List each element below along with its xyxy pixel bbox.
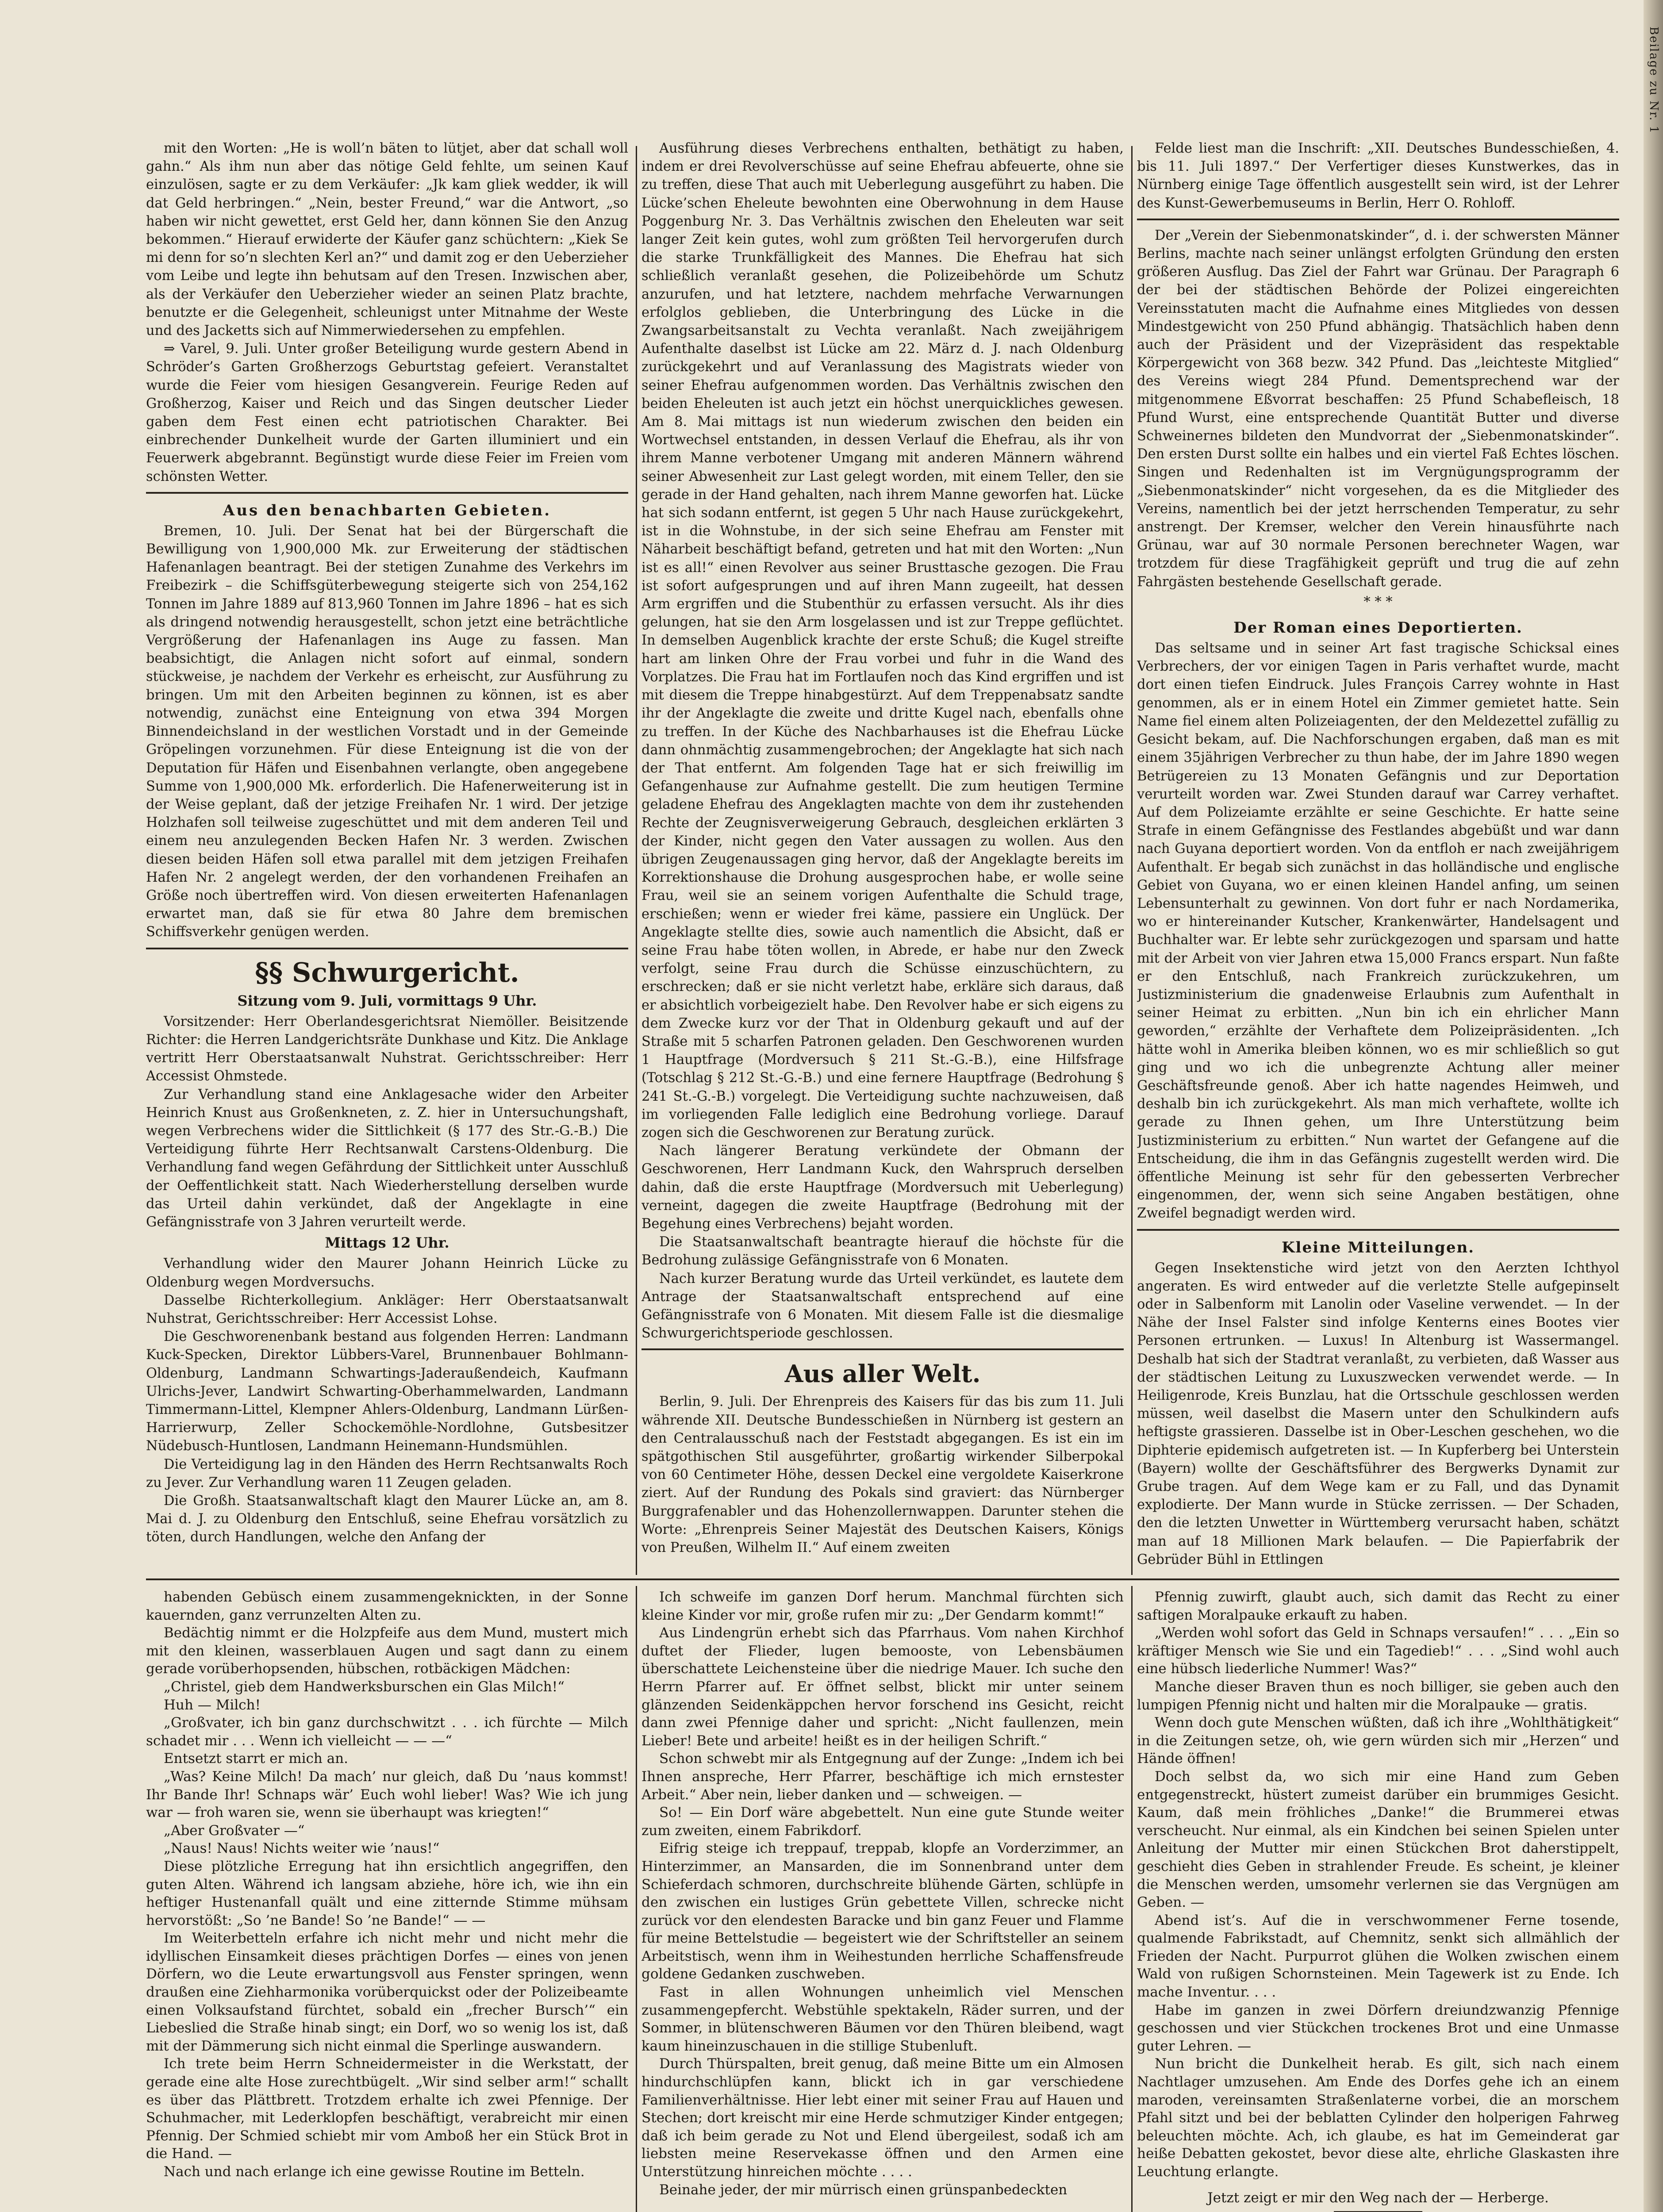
paragraph: Das seltsame und in seiner Art fast tragische Schicksal eines Verbrechers, der vor einigen Tagen in Paris verhaftet wurde, macht dort einen tiefen Eindruck. Jules François Carrey wohnte in Hast genommen, als er in einem Hotel ein Zimmer gemietet hatte. Sein Name fiel einem alten Polizeiagenten, der den Meldezettel zufällig zu Gesicht bekam, auf. Die Nachforschungen ergaben, daß man es mit einem 35jährigen Verbrecher zu thun habe, der im Jahre 1890 wegen Betrügereien zu 13 Monaten Gefängnis und zur Deportation verurteilt worden war. Zwei Stunden darauf war Carrey verhaftet. Auf dem Polizeiamte erzählte er seine Geschichte. Er hatte seine Strafe in einem Gefängnisse des Festlandes abgebüßt und war dann nach Guyana deportiert worden. Von da entfloh er nach zweijährigem Aufenthalt. Er begab sich zunächst in das holländische und englische Gebiet von Guyana, wo er einen kleinen Handel anfing, um seinen Lebensunterhalt zu gewinnen. Von dort fuhr er nach Nordamerika, wo er hintereinander Kutscher, Krankenwärter, Handelsagent und Buchhalter war. Er lebte sehr zurückgezogen und sparsam und hatte mit der Arbeit von vier Jahren etwa 15,000 Francs erspart. Nun faßte er den Entschluß, nach Frankreich zurückzukehren, um Justizministerium die gnadenweise Erlaubnis zum Aufenthalt in seiner Heimat zu erbitten. „Nun bin ich ein ehrlicher Mann geworden,“ erzählte der Verhaftete dem Polizeipräsidenten. „Ich hätte wohl in Amerika bleiben können, wo es mir schließlich so gut ging und wo ich die unbegrenzte Achtung aller meiner Geschäftsfreunde genoß. Aber ich hatte nagendes Heimweh, und deshalb bin ich zurückgekehrt. Als man mich verhaftete, wollte ich gerade zu Ihnen gehen, um Ihre Unterstützung beim Justizministerium zu erbitten.“ Nun wartet der Gefangene auf die Entscheidung, die ihm in das Gefängnis zugestellt werden wird. Die öffentliche Meinung ist sehr für den gebesserten Verbrecher eingenommen, der, wenn sich seine Angaben bestätigen, ohne Zweifel begnadigt werden wird. [1137, 641, 1619, 1221]
paragraph: habenden Gebüsch einem zusammengeknickten, in der Sonne kauernden, ganz verrunzelten Alten zu. [146, 1589, 628, 1623]
divider [641, 1348, 1124, 1350]
paragraph: Der „Verein der Siebenmonatskinder“, d. i. der schwersten Männer Berlins, machte nach seiner unlängst erfolgten Gründung den ersten größeren Ausflug. Das Ziel der Fahrt war Grünau. Der Paragraph 6 der bei der städtischen Behörde der Polizei eingereichten Vereinsstatuten macht die Aufnahme eines Mitgliedes von dessen Mindestgewicht von 250 Pfund abhängig. Thatsächlich haben denn auch der Präsident und der Vizepräsident das respektable Körpergewicht von 368 bezw. 342 Pfund. Das „leichteste Mitglied“ des Vereins wiegt 284 Pfund. Dementsprechend war der mitgenommene Eßvorrat beschaffen: 25 Pfund Schabefleisch, 18 Pfund Wurst, eine entsprechende Quantität Butter und diverse Schweinernes bildeten den Mundvorrat der „Siebenmonatskinder“. Den ersten Durst sollte ein halbes und ein viertel Faß Echtes löschen. Singen und Redenhalten ist im Vergnügungsprogramm der „Siebenmonatskinder“ nicht vorgesehen, da es die Mitglieder des Vereins, namentlich bei der jetzt herrschenden Temperatur, zu sehr anstrengt. Der Kremser, welcher den Verein hinausführte nach Grünau, war auf 30 normale Personen berechneter Wagen, war trotzdem für diese Tragfähigkeit geprüft und trug die auf zehn Fahrgästen bestehende Gesellschaft gerade. [1137, 227, 1619, 590]
paragraph: Zur Verhandlung stand eine Anklagesache wider den Arbeiter Heinrich Knust aus Großenkneten, z. Z. hier in Untersuchungshaft, wegen Verbrechens wider die Sittlichkeit (§ 177 des Str.-G.-B.) Die Verteidigung führte Herr Rechtsanwalt Carstens-Oldenburg. Die Verhandlung fand wegen Gefährdung der Sittlichkeit unter Ausschluß der Oeffentlichkeit statt. Nach Wiederherstellung derselben wurde das Urteil dahin verkündet, daß der Angeklagte in eine Gefängnisstrafe von 3 Jahren verurteilt werde. [146, 1087, 628, 1230]
paragraph: Eifrig steige ich treppauf, treppab, klopfe an Vorderzimmer, an Hinterzimmer, an Mansarden, die im Sonnenbrand unter dem Schieferdach schmoren, durchschreite blühende Gärten, schlüpfe in den zwischen ein lustiges Grün gebettete Villen, schrecke nicht zurück vor den elendesten Baracke und bin ganz Feuer und Flamme für meine Bettelstudie — begeistert wie der Schriftsteller an seinem Arbeitstisch, wenn ihm in Weihestunden herrliche Schaffensfreude goldene Gedanken zuschweben. [641, 1840, 1124, 1982]
paragraph: Die Geschworenenbank bestand aus folgenden Herren: Landmann Kuck-Specken, Direktor Lübbers-Varel, Brunnenbauer Bohlmann-Oldenburg, Landmann Schwartings-Jaderaußendeich, Kaufmann Ulrichs-Jever, Landwirt Schwarting-Oberhammelwarden, Landmann Timmermann-Littel, Klempner Ahlers-Oldenburg, Landmann Lürßen-Harrierwurp, Zeller Schockemöhle-Nordlohne, Gutsbesitzer Nüdebusch-Huntlosen, Landmann Heinemann-Hundsmühlen. [146, 1329, 628, 1454]
paragraph: Beinahe jeder, der mir mürrisch einen grünspanbedeckten [659, 2181, 1068, 2198]
paragraph: Felde liest man die Inschrift: „XII. Deutsches Bundesschießen, 4. bis 11. Juli 1897.“ Der Verfertiger dieses Kunstwerkes, das in Nürnberg einige Tage öffentlich ausgestellt sein wird, ist der Lehrer des Kunst-Gewerbemuseums in Berlin, Herr O. Rohloff. [1137, 141, 1619, 211]
column-rule [1131, 146, 1133, 1575]
paragraph: Huh — Milch! [164, 1697, 261, 1713]
section-heading: Kleine Mitteilungen. [1281, 1238, 1475, 1256]
column-rule [1131, 1586, 1133, 2212]
subheading: Sitzung vom 9. Juli, vormittags 9 Uhr. [237, 992, 537, 1009]
paragraph: Nun bricht die Dunkelheit herab. Es gilt, sich nach einem Nachtlager umzusehen. Am Ende des Dorfes gehe ich an einem maroden, vereinsamten Straßenlaterne vorbei, die an morschem Pfahl sitzt und bei der beblatten Cylinder den holperigen Fahrweg beleuchten möchte. Ach, ich glaube, es hat im Gemeinderat gar heiße Debatten gekostet, bevor diese alte, ehrliche Glaskasten ihre Leuchtung erlangte. [1137, 2056, 1619, 2180]
divider [1137, 1229, 1619, 1231]
paragraph: mit den Worten: „He is woll’n bäten to lütjet, aber dat schall woll gahn.“ Als ihm nun aber das nötige Geld fehlte, um seinen Kauf einzulösen, sagte er zu dem Verkäufer: „Jk kam gliek wedder, ik will dat Geld herbringen.“ „Nein, bester Freund,“ war die Antwort, „so haben wir nicht gewettet, erst Geld her, dann können Sie den Anzug bekommen.“ Hierauf erwiderte der Käufer ganz schüchtern: „Kiek Se mi denn for so’n slechten Kerl an?“ und damit zog er den Ueberzieher vom Leibe und legte ihn behutsam auf den Tresen. Inzwischen aber, als der Verkäufer den Ueberzieher wieder an seinen Platz brachte, benutzte er die Gelegenheit, schleunigst unter Mitnahme der Weste und des Jacketts sich auf Nimmerwiedersehen zu empfehlen. [146, 141, 628, 339]
paragraph: Dasselbe Richterkollegium. Ankläger: Herr Oberstaatsanwalt Nuhstrat, Gerichtsschreiber: Herr Accessist Lohse. [146, 1292, 628, 1326]
paragraph: „Was? Keine Milch! Da mach’ nur gleich, daß Du ’naus kommst! Ihr Bande Ihr! Schnaps wär’ Euch wohl lieber! Was? Wie ich jung war — froh waren sie, wenn sie überhaupt was kriegten!“ [146, 1768, 628, 1821]
section-heading: Der Roman eines Deportierten. [1233, 619, 1523, 637]
column-1 [146, 139, 628, 1547]
paragraph: Ausführung dieses Verbrechens enthalten, bethätigt zu haben, indem er drei Revolverschüsse auf seine Ehefrau abfeuerte, ohne sie zu treffen, diese That auch mit Ueberlegung ausgeführt zu haben. Die Lücke’schen Eheleute bewohnten eine Oberwohnung in dem Hause Poggenburg Nr. 3. Das Verhältnis zwischen den Eheleuten war seit langer Zeit kein gutes, wohl zum größten Teil hervorgerufen durch die starke Trunkfälligkeit des Mannes. Die Ehefrau hat sich schließlich veranlaßt gesehen, die Polizeibehörde um Schutz anzurufen, und hat letztere, nachdem mehrfache Verwarnungen erfolglos geblieben, die Unterbringung des Lücke in die Zwangsarbeitsanstalt zu Vechta veranlaßt. Nach zweijährigem Aufenthalte daselbst ist Lücke am 22. März d. J. nach Oldenburg zurückgekehrt und auf Veranlassung des Magistrats wieder von seiner Ehefrau aufgenommen worden. Das Verhältnis zwischen den beiden Eheleuten ist auch jetzt ein höchst unerquickliches gewesen. Am 8. Mai mittags ist nun wiederum zwischen den beiden ein Wortwechsel entstanden, in dessen Verlauf die Ehefrau, als ihr von ihrem Manne verbotener Umgang mit anderen Männern während seiner Abwesenheit zur Last gelegt worden, mit einem Teller, den sie gerade in der Hand gehalten, nach ihrem Manne geworfen hat. Lücke hat sich sodann entfernt, ist gegen 5 Uhr nach Hause zurückgekehrt, ist in die Wohnstube, in der sich seine Ehefrau am Fenster mit Näharbeit beschäftigt befand, getreten und hat mit den Worten: „Nun ist es all!“ einen Revolver aus seiner Brusttasche gezogen. Die Frau ist sofort aufgesprungen und auf ihren Mann zugeeilt, hat dessen Arm ergriffen und die Stubenthür zu erfassen versucht. Als ihr dies gelungen, hat sie den Arm losgelassen und ist zur Treppe geflüchtet. In demselben Augenblick krachte der erste Schuß; die Kugel streifte hart am linken Ohre der Frau vorbei und fuhr in die Wand des Vorplatzes. Die Frau hat im Fortlaufen noch das Kind ergriffen und ist mit diesem die Treppe hinabgestürzt. Auf dem Treppenabsatz sandte ihr der Angeklagte die zweite und dritte Kugel nach, ebenfalls ohne zu treffen. In der Küche des Nachbarhauses ist die Ehefrau Lücke dann ohnmächtig zusammengebrochen; der Angeklagte hat sich nach der That entfernt. Am folgenden Tage hat er sich freiwillig im Gefangenhause zur Aufnahme gestellt. Die zum heutigen Termine geladene Ehefrau des Angeklagten machte von dem ihr zustehenden Rechte der Zeugnisverweigerung Gebrauch, desgleichen erklärten 3 der Kinder, nicht gegen den Vater aussagen zu wollen. Aus den übrigen Zeugenaussagen ging hervor, daß der Angeklagte bereits im Korrektionshause die Drohung ausgesprochen habe, er wolle seine Frau, weil sie an seinem vorigen Aufenthalte die Schuld trage, erschießen; wenn er wieder frei käme, passiere ein Unglück. Der Angeklagte stellte dies, sowie auch namentlich die Absicht, daß er seine Frau habe töten wollen, in Abrede, er habe nur den Zweck verfolgt, seine Frau durch die Schüsse einzuschüchtern, zu erschrecken; daß er sie nicht verletzt habe, erkläre sich daraus, daß er absichtlich vorbeigezielt habe. Den Revolver habe er sich eigens zu dem Zwecke kurz vor der That in Oldenburg gekauft und auf der Straße mit 5 scharfen Patronen geladen. Den Geschworenen wurden 1 Hauptfrage (Mordversuch § 211 St.-G.-B.), eine Hilfsfrage (Totschlag § 212 St.-G.-B.) und eine fernere Hauptfrage (Bedrohung § 241 St.-G.-B.) vorgelegt. Die Verteidigung suchte nachzuweisen, daß im vorliegenden Falle lediglich eine Bedrohung vorliege. Darauf zogen sich die Geschworenen zur Beratung zurück. [641, 141, 1124, 1141]
paragraph: „Naus! Naus! Nichts weiter wie ’naus!“ [164, 1840, 440, 1857]
paragraph: „Aber Großvater —“ [164, 1822, 305, 1839]
section-heading: Aus den benachbarten Gebieten. [223, 501, 552, 519]
feuilleton-column-1 [146, 1588, 628, 2212]
paragraph: Manche dieser Braven thun es noch billiger, sie geben auch den lumpigen Pfennig nicht und halten mir die Moralpauke — gratis. [1137, 1678, 1619, 1713]
paragraph: ⇒ Varel, 9. Juli. Unter großer Beteiligung wurde gestern Abend in Schröder’s Garten Großherzogs Geburtstag gefeiert. Veranstaltet wurde die Feier vom hiesigen Gesangverein. Feurige Reden auf Großherzog, Kaiser und Reich und das Singen deutscher Lieder gaben dem Fest einen echt patriotischen Charakter. Bei einbrechender Dunkelheit wurde der Garten illuminiert und ein Feuerwerk abgebrannt. Begünstigt wurde diese Feier im Freien vom schönsten Wetter. [146, 341, 628, 484]
paragraph: Nach und nach erlange ich eine gewisse Routine im Betteln. [164, 2164, 585, 2180]
edge-text: Beilage zu Nr. 1 [1647, 27, 1660, 134]
paragraph: Im Weiterbetteln erfahre ich nicht mehr und nicht mehr die idyllischen Einsamkeit dieses prächtigen Dorfes — eines von jenen Dörfern, wo die Leute erwartungsvoll aus Fenster springen, wenn draußen eine Ziehharmonika vorüberquickst oder der Polizeibeamte einen Volksaufstand fürchtet, sobald ein „frecher Bursch’“ ein Liebeslied die Straße hinab singt; ein Dorf, wo so wenig los ist, daß mit der Dämmerung sich nicht einmal die Sperlinge auswandern. [146, 1930, 628, 2054]
paragraph: Doch selbst da, wo sich mir eine Hand zum Geben entgegenstreckt, hüstert zumeist darüber ein brummiges Gesicht. Kaum, daß mein fröhliches „Danke!“ die Brummerei etwas verscheucht. Nur einmal, als ein Kindchen bei seinen Spielen unter Anleitung der Mutter mir einen Stückchen Brot daherstippelt, geschieht dies Geben in strahlender Freude. Es scheint, je kleiner die Menschen werden, umsomehr verlernen sie das Vergnügen am Geben. — [1137, 1768, 1619, 1911]
paragraph: Pfennig zuwirft, glaubt auch, sich damit das Recht zu einer saftigen Moralpauke erkauft zu haben. [1137, 1589, 1619, 1623]
paragraph: Berlin, 9. Juli. Der Ehrenpreis des Kaisers für das bis zum 11. Juli währende XII. Deutsche Bundesschießen in Nürnberg ist gestern an den Centralausschuß nach der Feststadt abgegangen. Es ist ein im spätgothischen Stil ausgeführter, großartig wirkender Silberpokal von 60 Centimeter Höhe, dessen Deckel eine vergoldete Kaiserkrone ziert. Auf der Rundung des Pokals sind graviert: das Nürnberger Burggrafenabler und das Hohenzollernwappen. Darunter stehen die Worte: „Ehrenpreis Seiner Majestät des Deutschen Kaisers, Königs von Preußen, Wilhelm II.“ Auf einem zweiten [641, 1394, 1124, 1556]
paragraph: Ich trete beim Herrn Schneidermeister in die Werkstatt, der gerade eine alte Hose zurechtbügelt. „Wir sind selber arm!“ schallt es über das Plättbrett. Trotzdem erhalte ich zwei Pfennige. Der Schuhmacher, mit Lederklopfen beschäftigt, verabreicht mir einen Pfennig. Der Schmied schiebt mir vom Amboß her ein Stück Brot in die Hand. — [146, 2056, 628, 2162]
page-binding-edge [1644, 0, 1663, 2212]
feuilleton-column-3 [1137, 1588, 1619, 2212]
paragraph: Jetzt zeigt er mir den Weg nach der — Herberge. [1207, 2189, 1549, 2206]
paragraph: Nach kurzer Beratung wurde das Urteil verkündet, es lautete dem Antrage der Staatsanwaltschaft entsprechend auf eine Gefängnisstrafe von 6 Monaten. Mit diesem Falle ist die diesmalige Schwurgerichtsperiode geschlossen. [641, 1271, 1124, 1341]
section-heading: §§ Schwurgericht. [255, 957, 519, 988]
paragraph: Verhandlung wider den Maurer Johann Heinrich Lücke zu Oldenburg wegen Mordversuchs. [146, 1256, 628, 1290]
paragraph: Wenn doch gute Menschen wüßten, daß ich ihre „Wohlthätigkeit“ in die Zeitungen setze, oh, wie gern würden sich mir „Herzen“ und Hände öffnen! [1137, 1715, 1619, 1767]
paragraph: Entsetzt starrt er mich an. [164, 1751, 349, 1767]
paragraph: Die Großh. Staatsanwaltschaft klagt den Maurer Lücke an, am 8. Mai d. J. zu Oldenburg den Entschluß, seine Ehefrau vorsätzlich zu töten, durch Handlungen, welche den Anfang der [146, 1493, 628, 1545]
paragraph: Bedächtig nimmt er die Holzpfeife aus dem Mund, mustert mich mit den kleinen, wasserblauen Augen und sagt dann zu einem gerade vorüberhopsenden, hübschen, rotbäckigen Mädchen: [146, 1625, 628, 1677]
paragraph: Abend ist’s. Auf die in verschwommener Ferne tosende, qualmende Fabrikstadt, auf Chemnitz, senkt sich allmählich der Frieden der Nacht. Purpurrot glühen die Wolken zwischen einem Wald von rußigen Schornsteinen. Mein Tagewerk ist zu Ende. Ich mache Inventur. . . . [1137, 1912, 1619, 2001]
paragraph: Nach längerer Beratung verkündete der Obmann der Geschworenen, Herr Landmann Kuck, den Wahrspruch derselben dahin, daß die erste Hauptfrage (Mordversuch mit Ueberlegung) verneint, dagegen die zweite Hauptfrage (Bedrohung mit der Begehung eines Verbrechens) bejaht worden. [641, 1143, 1124, 1232]
section-heading: Aus aller Welt. [784, 1359, 981, 1388]
paragraph: Bremen, 10. Juli. Der Senat hat bei der Bürgerschaft die Bewilligung von 1,900,000 Mk. zur Erweiterung der städtischen Hafenanlagen beantragt. Bei der stetigen Zunahme des Verkehrs im Freibezirk – die Schiffsgüterbewegung steigerte sich von 254,162 Tonnen im Jahre 1889 auf 813,960 Tonnen im Jahre 1896 – hat es sich als dringend notwendig herausgestellt, schon jetzt eine beträchtliche Vergrößerung der Hafenanlagen ins Auge zu fassen. Man beabsichtigt, die Anlagen nicht sofort auf einmal, sondern stückweise, je nachdem der Verkehr es erheischt, zur Ausführung zu bringen. Um mit den Arbeiten beginnen zu können, ist es aber notwendig, zunächst eine Enteignung von etwa 394 Morgen Binnendeichsland in der westlichen Vorstadt und in der Gemeinde Gröpelingen vorzunehmen. Für diese Enteignung ist die von der Deputation für Häfen und Eisenbahnen verlangte, oben angegebene Summe von 1,900,000 Mk. erforderlich. Die Hafenerweiterung ist in der Weise geplant, daß der jetzige Freihafen Nr. 1 wird. Der jetzige Holzhafen soll teilweise zugeschüttet und mit dem anderen Teil und einem neu anzulegenden Becken Hafen Nr. 3 werden. Zwischen diesen beiden Häfen soll etwa parallel mit dem jetzigen Freihafen Hafen Nr. 2 angelegt werden, der den vorhandenen Freihafen an Größe noch übertreffen wird. Von diesen erweiterten Hafenanlagen erwartet man, daß sie für etwa 80 Jahre dem bremischen Schiffsverkehr genügen werden. [146, 523, 628, 940]
feuilleton-column-2 [641, 1588, 1124, 2212]
paragraph: Gegen Insektenstiche wird jetzt von den Aerzten Ichthyol angeraten. Es wird entweder auf die verletzte Stelle aufgepinselt oder in Salbenform mit Lanolin oder Vaseline verwendet. — In der Nähe der Insel Falster sind infolge Kenterns eines Bootes vier Personen ertrunken. — Luxus! In Altenburg ist Wassermangel. Deshalb hat sich der Stadtrat veranlaßt, zu verbieten, daß Wasser aus der städtischen Leitung zu Luxuszwecken verwendet werde. — In Heiligenrode, Kreis Bunzlau, hat die Ortsschule geschlossen werden müssen, weil daselbst die Masern unter den Schulkindern aufs heftigste grassieren. Dasselbe ist in Ober-Leschen geschehen, wo die Diphterie epidemisch aufgetreten ist. — In Kupferberg bei Unterstein (Bayern) wollte der Geschäftsführer des Bergwerks Dynamit zur Grube tragen. Auf dem Wege kam er zu Fall, und das Dynamit explodierte. Der Mann wurde in Stücke zerrissen. — Der Schaden, den die letzten Unwetter in Württemberg verursacht haben, schätzt man auf 18 Millionen Mark belaufen. — Die Papierfabrik der Gebrüder Bühl in Ettlingen [1137, 1260, 1619, 1567]
paragraph: Schon schwebt mir als Entgegnung auf der Zunge: „Indem ich bei Ihnen anspreche, Herr Pfarrer, beschäftige ich mich ernstester Arbeit.“ Aber nein, lieber danken und — schweigen. — [641, 1751, 1124, 1803]
paragraph: „Großvater, ich bin ganz durchschwitzt . . . ich fürchte — Milch schadet mir . . . Wenn ich vielleicht — — —“ [146, 1715, 628, 1749]
paragraph: Die Verteidigung lag in den Händen des Herrn Rechtsanwalts Roch zu Jever. Zur Verhandlung waren 11 Zeugen geladen. [146, 1456, 628, 1490]
paragraph: Vorsitzender: Herr Oberlandesgerichtsrat Niemöller. Beisitzende Richter: die Herren Landgerichtsräte Dunkhase und Kitz. Die Anklage vertritt Herr Oberstaatsanwalt Nuhstrat. Gerichtsschreiber: Herr Accessist Ohmstede. [146, 1014, 628, 1084]
paragraph: Fast in allen Wohnungen unheimlich viel Menschen zusammengepfercht. Webstühle spektakeln, Räder surren, und der Sommer, in blütenschweren Bäumen vor den Thüren bleibend, wagt kaum hineinzuschauen in die stillige Stubenluft. [641, 1984, 1124, 2054]
feuilleton-rule [146, 1578, 1619, 1580]
column-2 [641, 139, 1124, 1557]
paragraph: „Werden wohl sofort das Geld in Schnaps versaufen!“ . . . „Ein so kräftiger Mensch wie Sie und ein Tagedieb!“ . . . „Sind wohl auch eine hübsch liederliche Nummer! Was?“ [1137, 1625, 1619, 1677]
paragraph: Diese plötzliche Erregung hat ihn ersichtlich angegriffen, den guten Alten. Während ich langsam abziehe, höre ich, wie ihn ein heftiger Hustenanfall quält und eine zitternde Stimme mühsam hervorstößt: „So ’ne Bande! So ’ne Bande!“ — — [146, 1858, 628, 1928]
paragraph: Aus Lindengrün erhebt sich das Pfarrhaus. Vom nahen Kirchhof duftet der Flieder, lugen bemooste, von Lebensbäumen überschattete Leichensteine über die niedrige Mauer. Ich suche den Herrn Pfarrer auf. Er öffnet selbst, blickt mir unter seinem glänzenden Seidenkäppchen hervor forschend ins Gesicht, reicht dann zwei Pfennige daher und spricht: „Nicht faullenzen, mein Lieber! Bete und arbeite! heißt es in der heiligen Schrift.“ [641, 1625, 1124, 1749]
subheading: Mittags 12 Uhr. [325, 1234, 449, 1252]
column-3 [1137, 139, 1619, 1569]
divider [146, 948, 628, 949]
divider [146, 492, 628, 494]
separator-stars: * * * [1363, 594, 1393, 610]
column-rule [636, 1586, 637, 2212]
paragraph: Die Staatsanwaltschaft beantragte hierauf die höchste für die Bedrohung zulässige Gefängnisstrafe von 6 Monaten. [641, 1234, 1124, 1268]
paragraph: Durch Thürspalten, breit genug, daß meine Bitte um ein Almosen hindurchschlüpfen kann, blickt ich in gar verschiedene Familienverhältnisse. Hier lebt einer mit seiner Frau auf Hauen und Stechen; dort kreischt mir eine Herde schmutziger Kinder entgegen; daß ich beim gerade zu Not und Elend übergeilest, sodaß ich am liebsten meine Reservekasse öffnen und den Armen eine Unterstützung hinreichen möchte . . . . [641, 2056, 1124, 2180]
divider [1137, 219, 1619, 220]
paragraph: Ich schweife im ganzen Dorf herum. Manchmal fürchten sich kleine Kinder vor mir, große rufen mir zu: „Der Gendarm kommt!“ [641, 1589, 1124, 1623]
paragraph: So! — Ein Dorf wäre abgebettelt. Nun eine gute Stunde weiter zum zweiten, einem Fabrikdorf. [641, 1805, 1124, 1839]
paragraph: Habe im ganzen in zwei Dörfern dreiundzwanzig Pfennige geschossen und vier Stückchen trockenes Brot und eine Unmasse guter Lehren. — [1137, 2002, 1619, 2054]
closing-line [1137, 2189, 1619, 2212]
paragraph: „Christel, gieb dem Handwerksburschen ein Glas Milch!“ [164, 1678, 565, 1695]
column-rule [636, 146, 637, 1575]
